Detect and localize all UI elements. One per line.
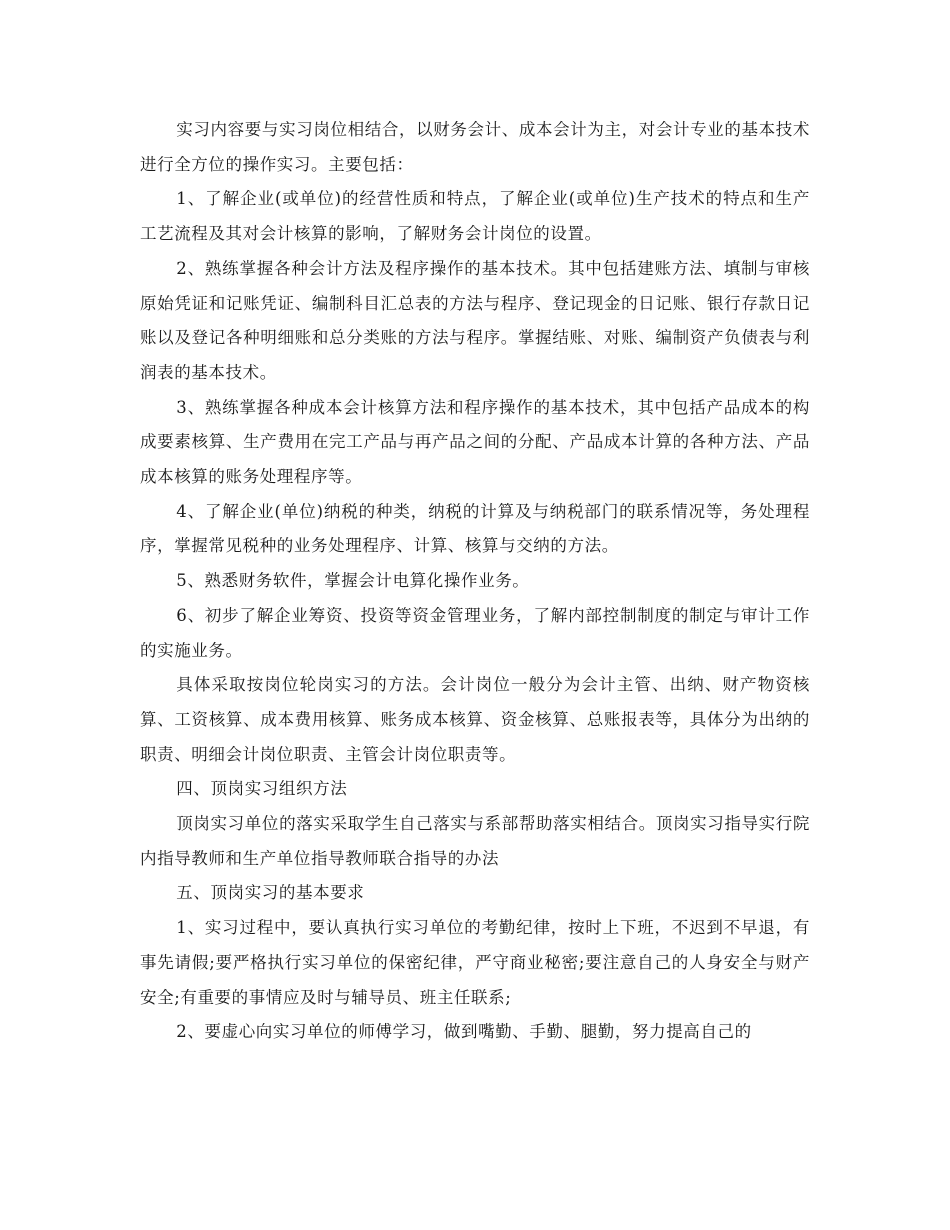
section-heading-5: 五、顶岗实习的基本要求	[176, 883, 365, 903]
paragraph-item-1: 1、了解企业(或单位)的经营性质和特点，了解企业(或单位)生产技术的特点和生产工艺流程及其对会计核算的影响，了解财务会计岗位的设置。	[140, 189, 810, 244]
paragraph-intro: 实习内容要与实习岗位相结合，以财务会计、成本会计为主，对会计专业的基本技术进行全方位的操作实习。主要包括：	[140, 120, 810, 174]
document-body	[140, 113, 810, 1050]
section-heading-4: 四、顶岗实习组织方法	[176, 779, 348, 799]
paragraph-requirement-1: 1、实习过程中，要认真执行实习单位的考勤纪律，按时上下班，不迟到不早退，有事先请假;要严格执行实习单位的保密纪律，严守商业秘密;要注意自己的人身安全与财产安全;有重要的事情应及时与辅导员、班主任联系;	[140, 918, 810, 1007]
paragraph-requirement-2: 2、要虚心向实习单位的师傅学习，做到嘴勤、手勤、腿勤，努力提高自己的	[176, 1022, 752, 1042]
paragraph-item-5: 5、熟悉财务软件，掌握会计电算化操作业务。	[176, 571, 530, 591]
paragraph-organization: 顶岗实习单位的落实采取学生自己落实与系部帮助落实相结合。顶岗实习指导实行院内指导教师和生产单位指导教师联合指导的办法	[140, 814, 810, 868]
paragraph-rotation-method: 具体采取按岗位轮岗实习的方法。会计岗位一般分为会计主管、出纳、财产物资核算、工资核算、成本费用核算、账务成本核算、资金核算、总账报表等，具体分为出纳的职责、明细会计岗位职责、主管会计岗位职责等。	[140, 675, 810, 764]
paragraph-item-3: 3、熟练掌握各种成本会计核算方法和程序操作的基本技术，其中包括产品成本的构成要素核算、生产费用在完工产品与再产品之间的分配、产品成本计算的各种方法、产品成本核算的账务处理程序等。	[140, 397, 810, 487]
paragraph-item-4: 4、了解企业(单位)纳税的种类，纳税的计算及与纳税部门的联系情况等，务处理程序，掌握常见税种的业务处理程序、计算、核算与交纳的方法。	[140, 501, 810, 556]
paragraph-item-6: 6、初步了解企业筹资、投资等资金管理业务，了解内部控制制度的制定与审计工作的实施业务。	[140, 605, 810, 660]
paragraph-item-2: 2、熟练掌握各种会计方法及程序操作的基本技术。其中包括建账方法、填制与审核原始凭证和记账凭证、编制科目汇总表的方法与程序、登记现金的日记账、银行存款日记账以及登记各种明细账和总分类账的方法与程序。掌握结账、对账、编制资产负债表与利润表的基本技术。	[140, 258, 810, 382]
